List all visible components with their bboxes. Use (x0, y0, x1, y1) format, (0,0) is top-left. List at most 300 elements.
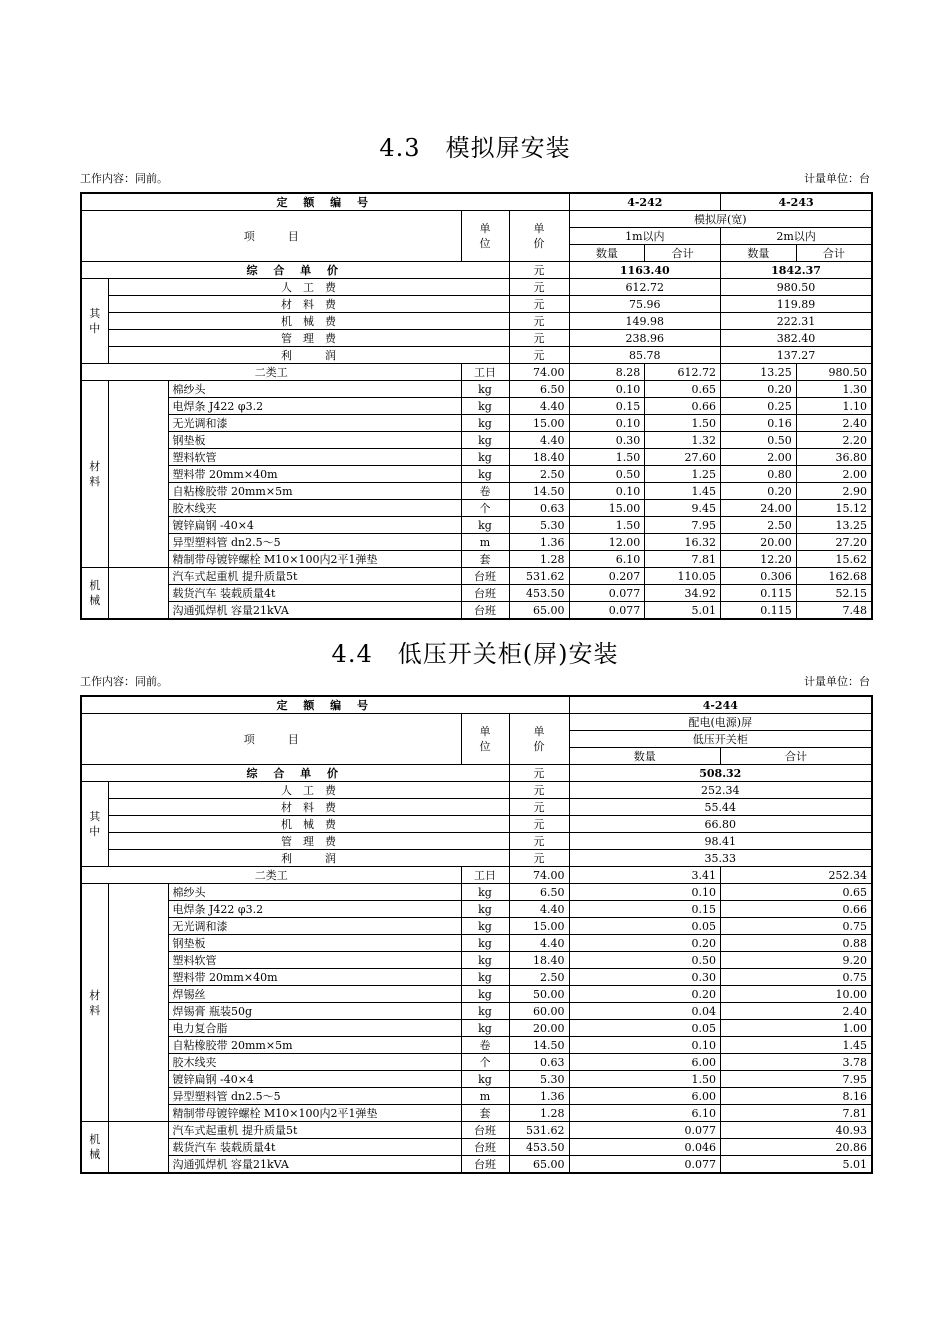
material-value: 0.04 (569, 1003, 721, 1020)
table-row (81, 918, 872, 935)
table-row (81, 500, 872, 517)
machinery-value: 0.306 (721, 568, 797, 585)
blank-cell (108, 568, 168, 620)
quota-table (80, 695, 873, 1174)
machinery-price: 531.62 (509, 568, 569, 585)
material-unit: kg (461, 398, 509, 415)
material-unit: kg (461, 918, 509, 935)
material-value: 27.20 (796, 534, 872, 551)
material-unit: 个 (461, 500, 509, 517)
material-price: 20.00 (509, 1020, 569, 1037)
material-value: 2.40 (796, 415, 872, 432)
composite-value: 508.32 (569, 765, 872, 782)
table-row (81, 568, 872, 585)
material-name: 塑料软管 (168, 952, 461, 969)
material-price: 14.50 (509, 483, 569, 500)
table-row (81, 551, 872, 568)
cost-value: 382.40 (721, 330, 873, 347)
material-value: 9.45 (645, 500, 721, 517)
material-price: 15.00 (509, 415, 569, 432)
material-unit: 个 (461, 1054, 509, 1071)
unit-header (461, 211, 509, 262)
material-name: 塑料软管 (168, 449, 461, 466)
cost-value: 252.34 (569, 782, 872, 799)
machinery-value: 0.207 (569, 568, 645, 585)
blank-cell (108, 884, 168, 1122)
material-value: 7.95 (645, 517, 721, 534)
material-name: 精制带母镀锌螺栓 M10×100内2平1弹垫 (168, 551, 461, 568)
labor-unit: 工日 (461, 364, 509, 381)
cost-unit: 元 (509, 313, 569, 330)
qty-header: 数量 (569, 245, 645, 262)
subcategory-label: 2m以内 (721, 228, 873, 245)
material-name: 胶木线夹 (168, 500, 461, 517)
material-value: 2.50 (721, 517, 797, 534)
material-price: 4.40 (509, 901, 569, 918)
material-unit: 套 (461, 551, 509, 568)
table-row (81, 432, 872, 449)
labor-value: 13.25 (721, 364, 797, 381)
material-name: 无光调和漆 (168, 918, 461, 935)
material-value: 1.50 (569, 1071, 721, 1088)
table-row (81, 1020, 872, 1037)
machinery-value: 0.077 (569, 585, 645, 602)
material-unit: kg (461, 986, 509, 1003)
material-value: 1.50 (645, 415, 721, 432)
material-value: 0.20 (569, 935, 721, 952)
cost-unit: 元 (509, 850, 569, 867)
table-row (81, 602, 872, 620)
material-price: 1.36 (509, 1088, 569, 1105)
material-value: 15.62 (796, 551, 872, 568)
table-row (81, 483, 872, 500)
material-value: 0.88 (721, 935, 873, 952)
material-value: 6.00 (569, 1054, 721, 1071)
material-value: 36.80 (796, 449, 872, 466)
labor-label: 二类工 (81, 364, 461, 381)
composite-label: 综 合 单 价 (81, 262, 509, 279)
table-row (81, 398, 872, 415)
material-value: 0.30 (569, 432, 645, 449)
table-row (81, 1139, 872, 1156)
material-value: 0.10 (569, 1037, 721, 1054)
labor-value: 980.50 (796, 364, 872, 381)
material-name: 无光调和漆 (168, 415, 461, 432)
machinery-unit: 台班 (461, 1122, 509, 1139)
among-label-2: 中 (89, 322, 101, 335)
material-name: 棉纱头 (168, 381, 461, 398)
material-value: 1.00 (721, 1020, 873, 1037)
cost-unit: 元 (509, 816, 569, 833)
cost-unit: 元 (509, 279, 569, 296)
machinery-name: 载货汽车 装载质量4t (168, 1139, 461, 1156)
among-label-1: 其 (89, 810, 101, 823)
material-value: 15.00 (569, 500, 645, 517)
material-price: 4.40 (509, 935, 569, 952)
materials-label-1: 材 (89, 988, 101, 1002)
table-row (81, 1003, 872, 1020)
total-header: 合计 (721, 748, 873, 765)
table-row (81, 935, 872, 952)
material-value: 6.00 (569, 1088, 721, 1105)
machinery-label-2: 械 (89, 1148, 101, 1161)
machinery-price: 453.50 (509, 1139, 569, 1156)
unit-header-1: 单 (479, 725, 491, 738)
material-value: 0.50 (569, 952, 721, 969)
material-price: 0.63 (509, 500, 569, 517)
machinery-unit: 台班 (461, 602, 509, 620)
machinery-price: 453.50 (509, 585, 569, 602)
table-row (81, 1088, 872, 1105)
materials-group-label (81, 381, 108, 568)
material-value: 13.25 (796, 517, 872, 534)
material-price: 1.28 (509, 551, 569, 568)
table-row (81, 1037, 872, 1054)
material-value: 0.10 (569, 381, 645, 398)
material-value: 6.10 (569, 1105, 721, 1122)
materials-label-2: 料 (89, 1003, 101, 1017)
material-value: 0.15 (569, 398, 645, 415)
material-value: 1.50 (569, 517, 645, 534)
table-row (81, 466, 872, 483)
table-row (81, 1156, 872, 1174)
material-price: 1.28 (509, 1105, 569, 1122)
machinery-price: 65.00 (509, 1156, 569, 1174)
material-unit: 卷 (461, 1037, 509, 1054)
composite-value: 1163.40 (569, 262, 721, 279)
total-header: 合计 (796, 245, 872, 262)
machinery-group-label (81, 1122, 108, 1174)
blank-cell (108, 381, 168, 568)
material-value: 27.60 (645, 449, 721, 466)
labor-price: 74.00 (509, 867, 569, 884)
labor-value: 252.34 (721, 867, 873, 884)
material-unit: kg (461, 952, 509, 969)
cost-label: 机 械 费 (108, 816, 509, 833)
unit-label: 计量单位：台 (804, 172, 870, 185)
table-row (81, 585, 872, 602)
material-value: 0.25 (721, 398, 797, 415)
material-value: 16.32 (645, 534, 721, 551)
material-price: 14.50 (509, 1037, 569, 1054)
cost-unit: 元 (509, 330, 569, 347)
material-name: 镀锌扁钢 -40×4 (168, 1071, 461, 1088)
material-value: 0.05 (569, 918, 721, 935)
material-value: 6.10 (569, 551, 645, 568)
material-value: 8.16 (721, 1088, 873, 1105)
code-row (81, 696, 872, 714)
material-value: 0.50 (721, 432, 797, 449)
material-unit: 卷 (461, 483, 509, 500)
subcategory-label: 低压开关柜 (569, 731, 872, 748)
cost-unit: 元 (509, 347, 569, 364)
blank-cell (108, 1122, 168, 1174)
material-unit: kg (461, 381, 509, 398)
machinery-value: 162.68 (796, 568, 872, 585)
cost-label: 利 润 (108, 850, 509, 867)
material-unit: kg (461, 449, 509, 466)
material-name: 电力复合脂 (168, 1020, 461, 1037)
price-header-1: 单 (533, 725, 545, 738)
machinery-price: 531.62 (509, 1122, 569, 1139)
machinery-unit: 台班 (461, 585, 509, 602)
price-header-2: 价 (533, 740, 545, 753)
machinery-label-1: 机 (89, 1133, 101, 1146)
material-price: 6.50 (509, 884, 569, 901)
cost-unit: 元 (509, 799, 569, 816)
material-value: 10.00 (721, 986, 873, 1003)
table-row (81, 381, 872, 398)
material-value: 0.80 (721, 466, 797, 483)
item-label: 项 目 (81, 211, 461, 262)
material-value: 0.16 (721, 415, 797, 432)
machinery-value: 34.92 (645, 585, 721, 602)
cost-value: 238.96 (569, 330, 721, 347)
unit-header-1: 单 (479, 222, 491, 235)
material-value: 0.50 (569, 466, 645, 483)
material-value: 1.50 (569, 449, 645, 466)
material-price: 18.40 (509, 952, 569, 969)
cost-label: 人 工 费 (108, 279, 509, 296)
table-row (81, 986, 872, 1003)
qty-header: 数量 (721, 245, 797, 262)
material-value: 1.45 (645, 483, 721, 500)
cost-unit: 元 (509, 782, 569, 799)
material-name: 电焊条 J422 φ3.2 (168, 398, 461, 415)
material-unit: kg (461, 1071, 509, 1088)
material-price: 0.63 (509, 1054, 569, 1071)
material-value: 0.65 (721, 884, 873, 901)
materials-group-label (81, 884, 108, 1122)
cost-label: 材 料 费 (108, 799, 509, 816)
cost-value: 119.89 (721, 296, 873, 313)
material-price: 60.00 (509, 1003, 569, 1020)
machinery-label-1: 机 (89, 579, 101, 592)
cost-label: 利 润 (108, 347, 509, 364)
work-content: 工作内容：同前。 (80, 675, 168, 688)
material-value: 2.90 (796, 483, 872, 500)
table-row (81, 415, 872, 432)
labor-unit: 工日 (461, 867, 509, 884)
material-unit: m (461, 534, 509, 551)
quota-code: 4-243 (721, 193, 873, 211)
unit-header (461, 714, 509, 765)
machinery-value: 0.077 (569, 1122, 721, 1139)
machinery-value: 52.15 (796, 585, 872, 602)
among-group-label (81, 782, 108, 867)
material-value: 0.30 (569, 969, 721, 986)
composite-unit: 元 (509, 262, 569, 279)
material-value: 0.65 (645, 381, 721, 398)
cost-label: 管 理 费 (108, 833, 509, 850)
material-value: 0.15 (569, 901, 721, 918)
material-value: 0.20 (569, 986, 721, 1003)
material-name: 棉纱头 (168, 884, 461, 901)
material-value: 1.25 (645, 466, 721, 483)
table-row (81, 969, 872, 986)
machinery-value: 0.077 (569, 602, 645, 620)
cost-value: 612.72 (569, 279, 721, 296)
machinery-unit: 台班 (461, 1156, 509, 1174)
material-name: 钢垫板 (168, 935, 461, 952)
material-value: 1.10 (796, 398, 872, 415)
material-value: 0.20 (721, 483, 797, 500)
labor-value: 8.28 (569, 364, 645, 381)
cost-label: 管 理 费 (108, 330, 509, 347)
cost-label: 机 械 费 (108, 313, 509, 330)
material-value: 1.32 (645, 432, 721, 449)
composite-value: 1842.37 (721, 262, 873, 279)
material-name: 塑料带 20mm×40m (168, 466, 461, 483)
machinery-value: 7.48 (796, 602, 872, 620)
machinery-value: 110.05 (645, 568, 721, 585)
table-row (81, 901, 872, 918)
unit-header-2: 位 (479, 237, 491, 250)
among-group-label (81, 279, 108, 364)
material-value: 12.20 (721, 551, 797, 568)
machinery-value: 20.86 (721, 1139, 873, 1156)
price-header-2: 价 (533, 237, 545, 250)
code-label: 定 额 编 号 (81, 696, 569, 714)
table-row (81, 884, 872, 901)
cost-value: 137.27 (721, 347, 873, 364)
cost-label: 人 工 费 (108, 782, 509, 799)
machinery-price: 65.00 (509, 602, 569, 620)
machinery-name: 沟通弧焊机 容量21kVA (168, 602, 461, 620)
material-value: 0.66 (721, 901, 873, 918)
material-value: 20.00 (721, 534, 797, 551)
quota-code: 4-244 (569, 696, 872, 714)
material-unit: kg (461, 466, 509, 483)
code-row (81, 193, 872, 211)
material-unit: kg (461, 432, 509, 449)
among-label-2: 中 (89, 825, 101, 838)
table-row (81, 1054, 872, 1071)
material-price: 15.00 (509, 918, 569, 935)
material-value: 2.00 (721, 449, 797, 466)
material-value: 0.75 (721, 969, 873, 986)
material-price: 4.40 (509, 432, 569, 449)
material-value: 1.45 (721, 1037, 873, 1054)
quota-code: 4-242 (569, 193, 721, 211)
machinery-unit: 台班 (461, 568, 509, 585)
material-unit: kg (461, 884, 509, 901)
cost-value: 149.98 (569, 313, 721, 330)
machinery-unit: 台班 (461, 1139, 509, 1156)
cost-value: 980.50 (721, 279, 873, 296)
machinery-value: 5.01 (721, 1156, 873, 1174)
composite-label: 综 合 单 价 (81, 765, 509, 782)
material-name: 钢垫板 (168, 432, 461, 449)
material-unit: kg (461, 901, 509, 918)
material-price: 5.30 (509, 1071, 569, 1088)
code-label: 定 额 编 号 (81, 193, 569, 211)
material-name: 焊锡膏 瓶装50g (168, 1003, 461, 1020)
cost-value: 85.78 (569, 347, 721, 364)
unit-label: 计量单位：台 (804, 675, 870, 688)
material-value: 1.30 (796, 381, 872, 398)
material-price: 5.30 (509, 517, 569, 534)
cost-value: 66.80 (569, 816, 872, 833)
composite-unit: 元 (509, 765, 569, 782)
price-header (509, 714, 569, 765)
material-name: 自粘橡胶带 20mm×5m (168, 483, 461, 500)
material-value: 3.78 (721, 1054, 873, 1071)
material-name: 塑料带 20mm×40m (168, 969, 461, 986)
material-name: 焊锡丝 (168, 986, 461, 1003)
table-row (81, 1122, 872, 1139)
material-unit: kg (461, 1020, 509, 1037)
material-price: 18.40 (509, 449, 569, 466)
material-unit: kg (461, 415, 509, 432)
labor-label: 二类工 (81, 867, 461, 884)
labor-price: 74.00 (509, 364, 569, 381)
machinery-label-2: 械 (89, 594, 101, 607)
material-price: 2.50 (509, 466, 569, 483)
material-price: 4.40 (509, 398, 569, 415)
cost-value: 98.41 (569, 833, 872, 850)
unit-header-2: 位 (479, 740, 491, 753)
quota-table (80, 192, 873, 620)
machinery-name: 汽车式起重机 提升质量5t (168, 568, 461, 585)
material-price: 6.50 (509, 381, 569, 398)
labor-value: 612.72 (645, 364, 721, 381)
material-name: 异型塑料管 dn2.5～5 (168, 1088, 461, 1105)
total-header: 合计 (645, 245, 721, 262)
material-value: 0.10 (569, 884, 721, 901)
machinery-name: 沟通弧焊机 容量21kVA (168, 1156, 461, 1174)
qty-header: 数量 (569, 748, 721, 765)
price-header-1: 单 (533, 222, 545, 235)
cost-value: 75.96 (569, 296, 721, 313)
cost-unit: 元 (509, 296, 569, 313)
material-value: 0.05 (569, 1020, 721, 1037)
cost-label: 材 料 费 (108, 296, 509, 313)
materials-label-2: 料 (89, 475, 101, 488)
material-value: 2.40 (721, 1003, 873, 1020)
machinery-group-label (81, 568, 108, 620)
material-value: 15.12 (796, 500, 872, 517)
material-value: 9.20 (721, 952, 873, 969)
material-value: 12.00 (569, 534, 645, 551)
table-row (81, 449, 872, 466)
material-unit: kg (461, 935, 509, 952)
material-unit: kg (461, 1003, 509, 1020)
material-value: 24.00 (721, 500, 797, 517)
material-value: 0.20 (721, 381, 797, 398)
material-unit: 套 (461, 1105, 509, 1122)
table-row (81, 534, 872, 551)
material-value: 2.00 (796, 466, 872, 483)
material-name: 自粘橡胶带 20mm×5m (168, 1037, 461, 1054)
material-name: 精制带母镀锌螺栓 M10×100内2平1弹垫 (168, 1105, 461, 1122)
price-header (509, 211, 569, 262)
cost-value: 35.33 (569, 850, 872, 867)
work-content: 工作内容：同前。 (80, 172, 168, 185)
labor-value: 3.41 (569, 867, 721, 884)
material-price: 50.00 (509, 986, 569, 1003)
subcategory-label: 1m以内 (569, 228, 721, 245)
cost-value: 55.44 (569, 799, 872, 816)
machinery-value: 0.115 (721, 585, 797, 602)
category-label: 配电(电源)屏 (569, 714, 872, 731)
among-label-1: 其 (89, 307, 101, 320)
item-label: 项 目 (81, 714, 461, 765)
section-title: 4.3 模拟屏安装 (379, 134, 571, 162)
table-row (81, 1071, 872, 1088)
table-row (81, 952, 872, 969)
machinery-name: 载货汽车 装载质量4t (168, 585, 461, 602)
